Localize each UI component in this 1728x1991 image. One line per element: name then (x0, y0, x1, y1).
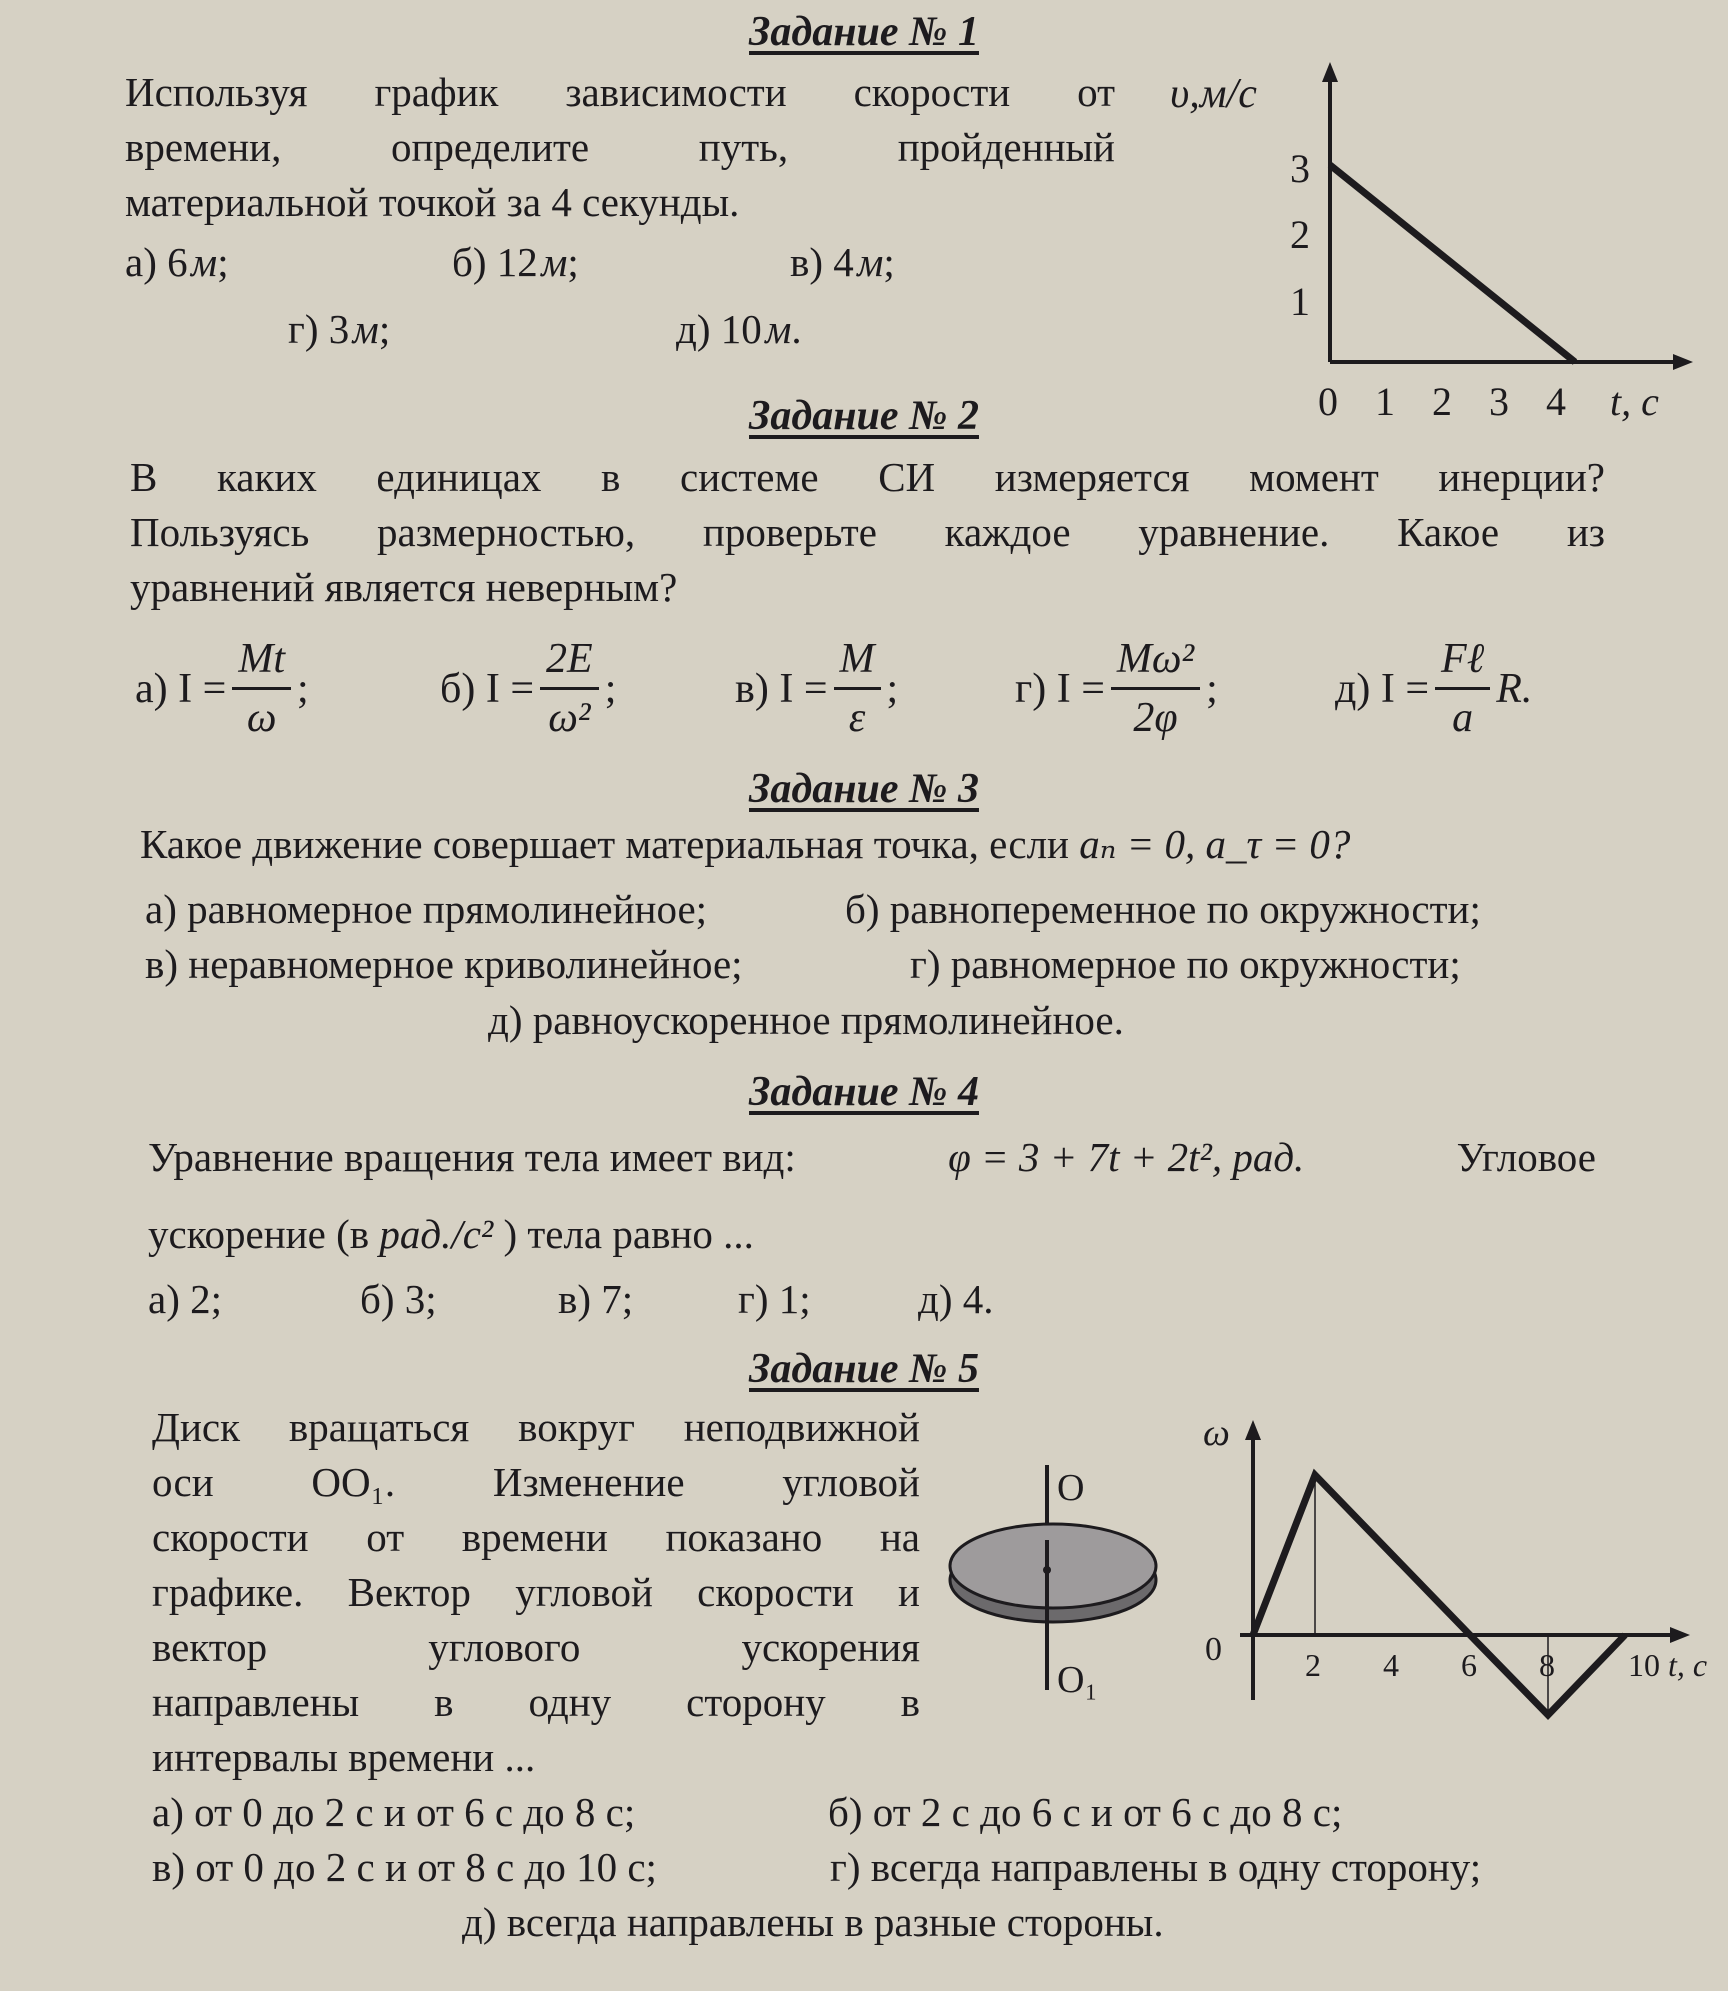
x-tick-4: 4 (1546, 379, 1566, 424)
y-axis-label: ω (1203, 1412, 1230, 1454)
task2-option-b[interactable]: б) I = $\frac{2E}{\text{ω²}}$ ; (440, 636, 617, 741)
task2-option-e[interactable]: д) I = $\frac{\text{Fℓ}}{a}$ R. (1335, 636, 1533, 741)
task4-line1: Уравнение вращения тела имеет вид: φ = 3 + 7t + 2t², рад. Угловое (148, 1134, 1596, 1180)
x-axis-arrow-icon (1670, 1627, 1690, 1643)
task4-option-a[interactable]: а) 2; (148, 1276, 223, 1322)
task5-option-e[interactable]: д) всегда направлены в разные стороны. (462, 1899, 1164, 1945)
task3-question: Какое движение совершает материальная точка, если aₙ = 0, a_τ = 0? (140, 821, 1351, 867)
task1-title: Задание № 1 (749, 9, 979, 55)
x-tick-6: 6 (1461, 1647, 1477, 1683)
y-tick-3: 3 (1290, 146, 1310, 191)
y-tick-1: 1 (1290, 279, 1310, 324)
task3-option-d[interactable]: г) равномерное по окружности; (910, 941, 1461, 987)
task3-option-e[interactable]: д) равноускоренное прямолинейное. (488, 997, 1124, 1043)
task1-option-a[interactable]: а) 6 м; (125, 239, 229, 285)
y-axis-arrow-icon (1245, 1420, 1261, 1440)
task4-unit: рад./с² (379, 1211, 494, 1257)
y-tick-2: 2 (1290, 212, 1310, 257)
x-axis-label: t, c (1610, 379, 1659, 424)
task3-option-c[interactable]: в) неравномерное криволинейное; (145, 941, 743, 987)
task1-line: материальной точкой за 4 секунды. (125, 179, 740, 225)
task1-option-b[interactable]: б) 12 м; (452, 239, 579, 285)
x-tick-0: 0 (1318, 379, 1338, 424)
task5-line: Диск вращаться вокруг неподвижной (152, 1404, 920, 1450)
task5-line: интервалы времени ... (152, 1734, 536, 1780)
x-tick-2: 2 (1305, 1647, 1321, 1683)
task2-option-a[interactable]: а) I = $\frac{Mt}{\omega}$ ; (135, 636, 309, 741)
y-axis-label: υ,м/с (1170, 71, 1257, 117)
task3-condition: aₙ = 0, a_τ = 0? (1079, 821, 1351, 867)
task2-title: Задание № 2 (749, 393, 979, 439)
x-tick-4: 4 (1383, 1647, 1399, 1683)
task5-option-a[interactable]: а) от 0 до 2 с и от 6 с до 8 с; (152, 1789, 636, 1835)
axis-label-bottom: O₁ (1057, 1659, 1098, 1701)
task4-title: Задание № 4 (749, 1069, 979, 1115)
task2-option-d[interactable]: г) I = $\frac{\text{Mω²}}{2\varphi}$ ; (1015, 636, 1218, 741)
task3-option-b[interactable]: б) равнопеременное по окружности; (845, 886, 1481, 932)
x-tick-8: 8 (1539, 1647, 1555, 1683)
task3-title: Задание № 3 (749, 766, 979, 812)
task5-line: вектор углового ускорения (152, 1624, 920, 1670)
task5-option-d[interactable]: г) всегда направлены в одну сторону; (830, 1844, 1482, 1890)
task5-line: оси ОО₁. Изменение угловой (152, 1459, 920, 1505)
task5-title: Задание № 5 (749, 1346, 979, 1392)
x-tick-10: 10 (1628, 1647, 1660, 1683)
task2-line: уравнений является неверным? (130, 564, 678, 610)
task4-option-c[interactable]: в) 7; (558, 1276, 634, 1322)
task4-option-b[interactable]: б) 3; (360, 1276, 437, 1322)
task4-option-e[interactable]: д) 4. (918, 1276, 994, 1322)
task5-line: графике. Вектор угловой скорости и (152, 1569, 920, 1615)
task1-option-e[interactable]: д) 10 м. (676, 306, 802, 352)
task1-line: времени, определите путь, пройденный (125, 124, 1115, 170)
task4-option-d[interactable]: г) 1; (738, 1276, 811, 1322)
task1-option-c[interactable]: в) 4 м; (790, 239, 895, 285)
x-tick-1: 1 (1375, 379, 1395, 424)
task4-equation: φ = 3 + 7t + 2t², рад. (948, 1134, 1305, 1180)
task5-option-c[interactable]: в) от 0 до 2 с и от 8 с до 10 с; (152, 1844, 657, 1890)
origin-label: 0 (1205, 1631, 1222, 1668)
task2-line: Пользуясь размерностью, проверьте каждое уравнение. Какое из (130, 509, 1605, 555)
axis-label-top: O (1057, 1467, 1085, 1509)
x-tick-2: 2 (1432, 379, 1452, 424)
task1-line: Используя график зависимости скорости от (125, 69, 1115, 115)
task4-line2: ускорение (в рад./с² ) тела равно ... (148, 1211, 754, 1257)
x-tick-3: 3 (1489, 379, 1509, 424)
task2-option-c[interactable]: в) I = $\frac{M}{\varepsilon}$ ; (735, 636, 899, 741)
task5-option-b[interactable]: б) от 2 с до 6 с и от 6 с до 8 с; (828, 1789, 1343, 1835)
task2-line: В каких единицах в системе СИ измеряется момент инерции? (130, 454, 1605, 500)
task5-line: направлены в одну сторону в (152, 1679, 920, 1725)
task5-line: скорости от времени показано на (152, 1514, 920, 1560)
task3-option-a[interactable]: а) равномерное прямолинейное; (145, 886, 708, 932)
task1-option-d[interactable]: г) 3 м; (288, 306, 391, 352)
x-axis-label: t, c (1668, 1647, 1708, 1683)
